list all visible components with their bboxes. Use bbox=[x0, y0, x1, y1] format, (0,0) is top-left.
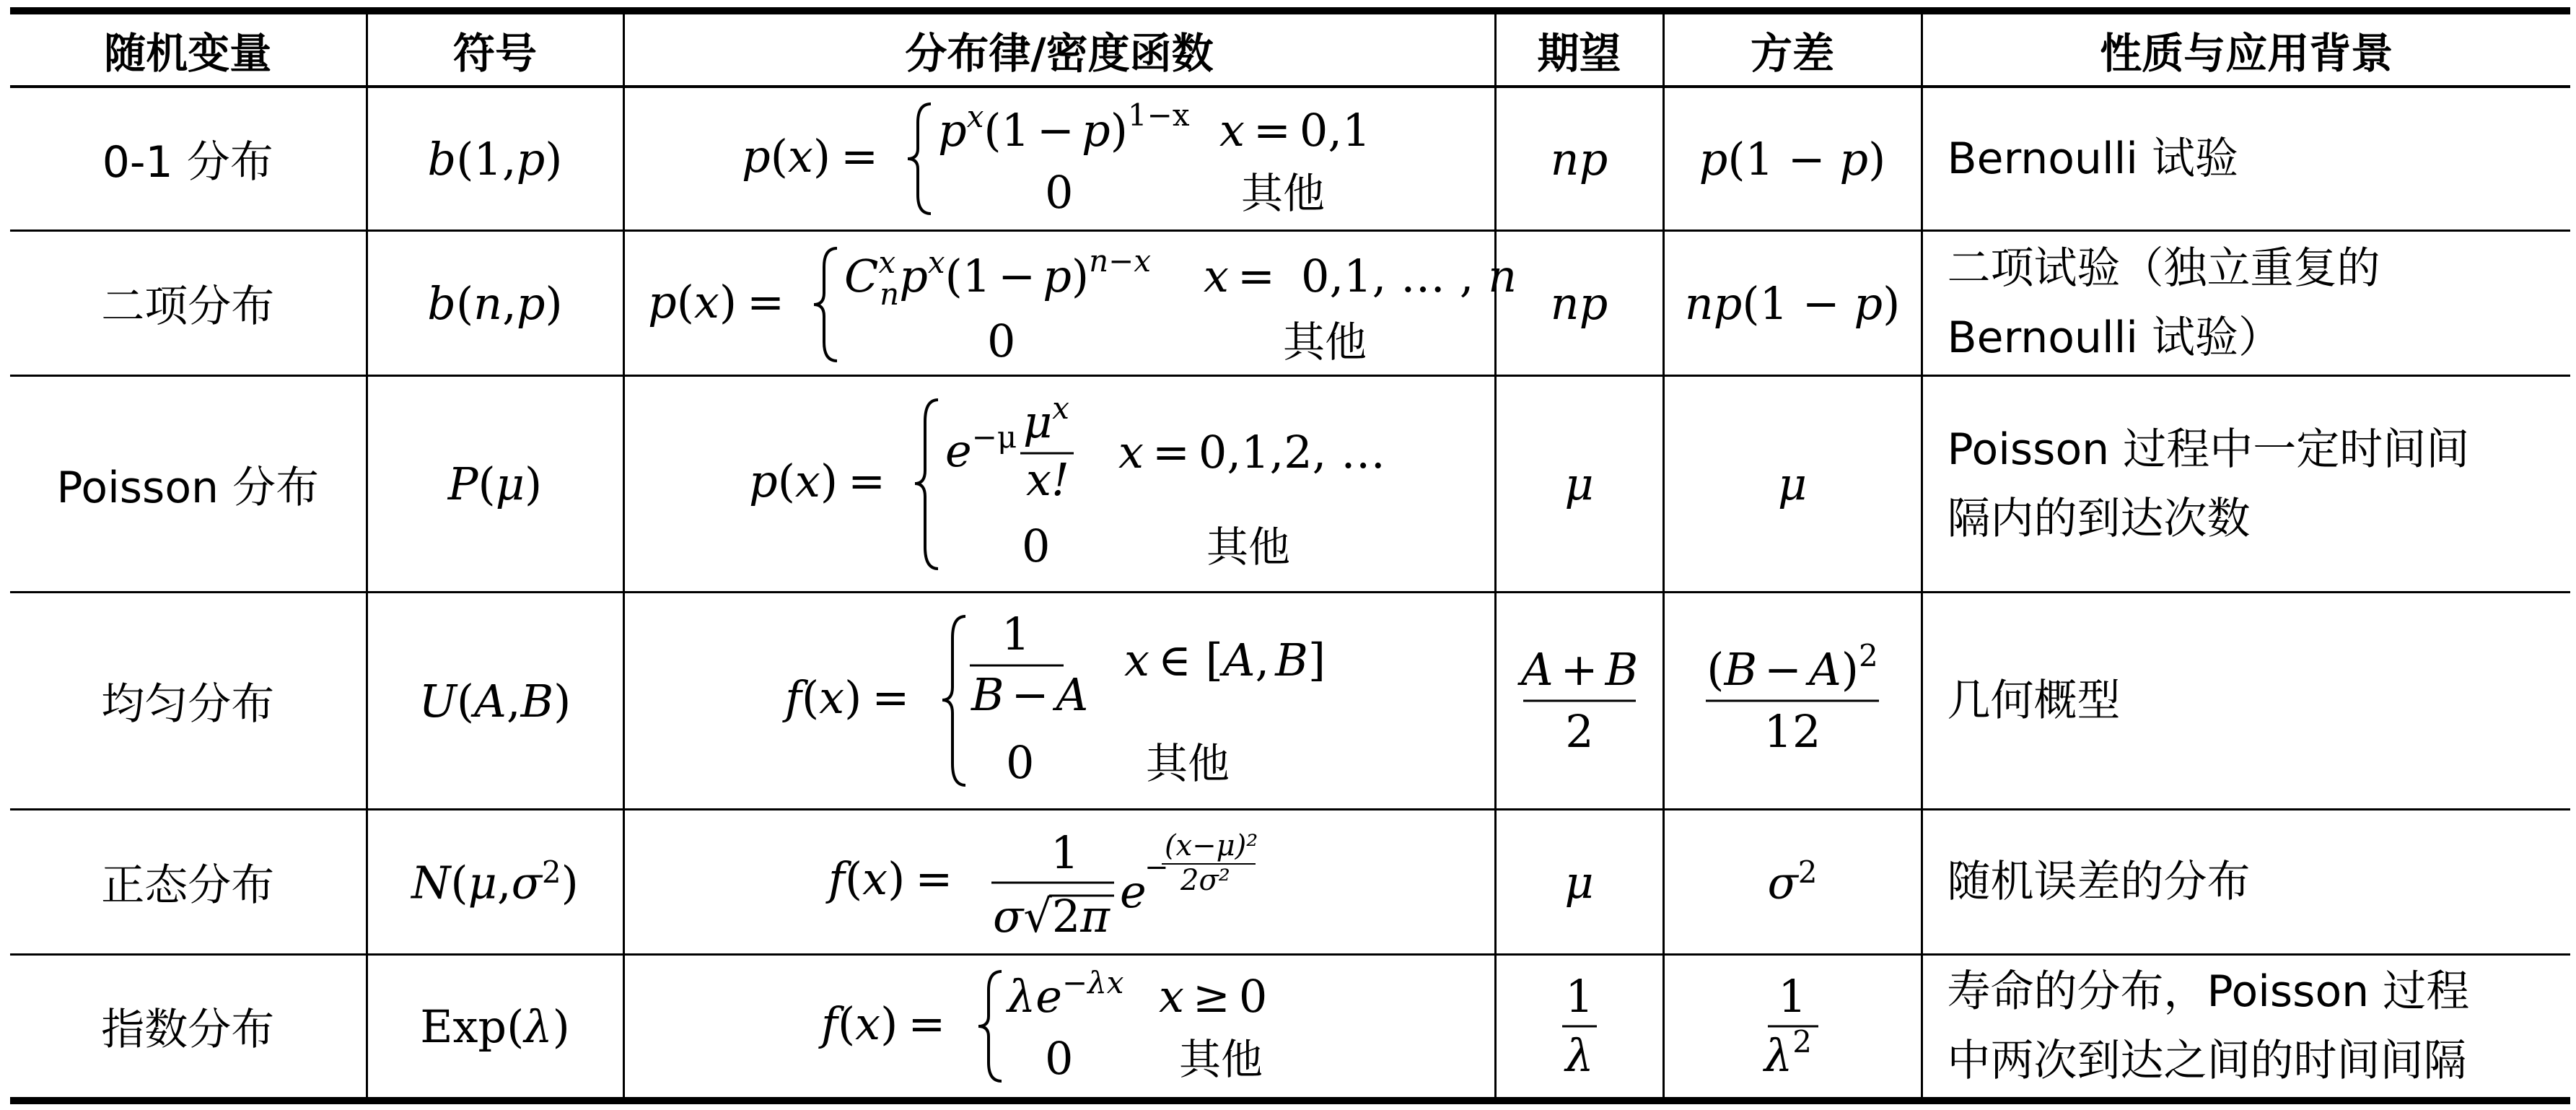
d-A: A bbox=[1056, 668, 1089, 721]
sym-rp: ) bbox=[561, 856, 579, 909]
expectation-cell bbox=[1495, 231, 1663, 376]
case1-expr bbox=[938, 97, 1190, 157]
vn-sq: 2 bbox=[1858, 638, 1878, 673]
variance-cell bbox=[1663, 87, 1922, 231]
vn-minus: − bbox=[1764, 643, 1802, 696]
f-eq: = bbox=[908, 997, 946, 1050]
sym-b: b bbox=[427, 276, 456, 330]
sym-sigma: σ bbox=[511, 856, 542, 909]
e-mu: μ bbox=[1564, 855, 1594, 909]
left-brace bbox=[814, 248, 837, 361]
distribution-symbol bbox=[367, 955, 623, 1101]
vn-rp: ) bbox=[1841, 643, 1859, 696]
c2-sub-n: n bbox=[880, 276, 900, 312]
sym-lp: ( bbox=[450, 856, 468, 909]
svg-text:f(x)= bbox=[825, 852, 952, 905]
case1-e bbox=[945, 419, 1017, 477]
v-p2: p bbox=[1839, 132, 1869, 185]
sym-b: b bbox=[427, 132, 457, 185]
cond-ge: ≥ bbox=[1192, 970, 1230, 1023]
c1-minus: − bbox=[1037, 104, 1074, 157]
c6-lambda: λ bbox=[1007, 970, 1036, 1023]
note-line: 寿命的分布，Poisson 过程 bbox=[1947, 966, 2470, 1017]
c2-p2: p bbox=[1043, 250, 1072, 302]
case2-condition: 其他 bbox=[1206, 522, 1291, 572]
sym-comma: , bbox=[496, 856, 512, 909]
cond-values: 0,1,2, … bbox=[1198, 425, 1386, 478]
distribution-formula bbox=[623, 376, 1495, 593]
cond1-x: x bbox=[1219, 104, 1245, 157]
f-lp: ( bbox=[676, 276, 694, 328]
note-cell bbox=[1922, 810, 2570, 955]
distribution-name: 0-1 分布 bbox=[10, 87, 367, 231]
sym-comma: , bbox=[501, 132, 517, 185]
cond1-comma: , bbox=[1328, 104, 1343, 157]
distribution-name: 正态分布 bbox=[10, 810, 367, 955]
f-x: x bbox=[693, 276, 719, 328]
sym-lp: ( bbox=[456, 674, 475, 727]
header-cell-symbol: 符号 bbox=[367, 11, 623, 87]
variance-fraction bbox=[1742, 961, 1843, 1091]
f-x: x bbox=[787, 130, 813, 183]
case2-condition: 其他 bbox=[1283, 318, 1367, 367]
distribution-symbol bbox=[367, 810, 623, 955]
cond-x: x bbox=[1204, 250, 1229, 302]
f-rp: ) bbox=[888, 852, 906, 905]
c1-rp: ) bbox=[1110, 104, 1128, 157]
cond-eq: = bbox=[1237, 250, 1275, 302]
distribution-name: 二项分布 bbox=[10, 231, 367, 376]
case2-condition: 其他 bbox=[1179, 1035, 1263, 1084]
distribution-formula bbox=[623, 593, 1495, 810]
note-line: 几何概型 bbox=[1947, 676, 2121, 726]
svg-text:f(x)= bbox=[818, 997, 945, 1050]
e-p: p bbox=[1579, 132, 1608, 185]
f-lp: ( bbox=[837, 997, 856, 1050]
formula-exponential bbox=[821, 961, 1297, 1091]
c2-lp: ( bbox=[945, 250, 963, 302]
exp-neg: − bbox=[1144, 851, 1169, 884]
svg-text:p(x)= bbox=[749, 455, 885, 507]
exp-den: 2σ² bbox=[1180, 864, 1230, 897]
sym-rp: ) bbox=[545, 132, 563, 185]
cond-rb: ] bbox=[1307, 634, 1326, 686]
vd-sq: 2 bbox=[1792, 1024, 1813, 1059]
d-B: B bbox=[971, 668, 1004, 721]
case1-condition bbox=[1124, 634, 1326, 686]
table-row-normal bbox=[10, 810, 2570, 955]
expectation-fraction bbox=[1536, 961, 1623, 1091]
header-row bbox=[10, 11, 2570, 87]
d-pi: π bbox=[1080, 890, 1110, 943]
cond-eq: = bbox=[1152, 425, 1190, 478]
case2-expr: 0 bbox=[987, 315, 1016, 367]
d-sigma: σ bbox=[993, 890, 1024, 943]
formula-normal bbox=[828, 813, 1290, 951]
case2-condition: 其他 bbox=[1241, 169, 1326, 218]
f-x: x bbox=[794, 454, 820, 507]
distribution-symbol bbox=[367, 87, 623, 231]
c2-1: 1 bbox=[962, 250, 991, 302]
c3-mu: μ bbox=[1023, 395, 1053, 448]
variance-cell bbox=[1663, 231, 1922, 376]
sym-p: p bbox=[516, 132, 546, 185]
f-rp: ) bbox=[719, 276, 737, 328]
distribution-name: Poisson 分布 bbox=[10, 376, 367, 593]
f-lp: ( bbox=[801, 671, 820, 724]
c2-rp: ) bbox=[1071, 250, 1090, 302]
variance-cell bbox=[1663, 376, 1922, 593]
v-p: p bbox=[1713, 276, 1743, 330]
c1-1: 1 bbox=[1001, 104, 1030, 157]
header-cell-variable: 随机变量 bbox=[10, 11, 367, 87]
var-num bbox=[1707, 638, 1878, 696]
sym-lp: ( bbox=[455, 276, 474, 330]
v-lp: ( bbox=[1727, 132, 1745, 185]
case1-condition bbox=[1118, 426, 1385, 478]
f-eq: = bbox=[747, 276, 785, 328]
svg-text:p(x)= bbox=[648, 276, 784, 328]
case1-expr bbox=[844, 243, 1151, 312]
expectation-cell bbox=[1495, 810, 1663, 955]
note-cell bbox=[1922, 87, 2570, 231]
f-lp: ( bbox=[770, 130, 788, 183]
table-row-bernoulli bbox=[10, 87, 2570, 231]
var-den: 12 bbox=[1764, 705, 1821, 758]
f-rp: ) bbox=[844, 671, 862, 724]
table-row-uniform bbox=[10, 593, 2570, 810]
variance-cell bbox=[1663, 810, 1922, 955]
distribution-name: 指数分布 bbox=[10, 955, 367, 1101]
case2-condition: 其他 bbox=[1146, 739, 1230, 788]
cond-values: 0,1, … , n bbox=[1301, 250, 1517, 302]
cond-n: n bbox=[1488, 250, 1517, 302]
sym-U: U bbox=[419, 674, 457, 727]
sym-lp: ( bbox=[456, 132, 474, 185]
sym-comma: , bbox=[506, 674, 521, 727]
expectation-cell bbox=[1495, 87, 1663, 231]
exp-den: λ bbox=[1564, 1029, 1594, 1082]
sym-n: n bbox=[473, 276, 503, 330]
v-p2: p bbox=[1854, 276, 1883, 330]
expectation-cell bbox=[1495, 376, 1663, 593]
v-lp: ( bbox=[1742, 276, 1760, 330]
f-eq: = bbox=[848, 454, 886, 507]
distribution-formula bbox=[623, 810, 1495, 955]
e-p: p bbox=[1579, 276, 1608, 330]
case1-condition bbox=[1159, 970, 1267, 1023]
c3-exp: −μ bbox=[971, 419, 1017, 455]
f-f: f bbox=[785, 671, 802, 724]
expectation-cell bbox=[1495, 593, 1663, 810]
sym-lambda: λ bbox=[524, 1000, 553, 1053]
f-eq: = bbox=[915, 852, 953, 905]
c2-p: p bbox=[899, 250, 928, 302]
cond-x: x bbox=[1159, 970, 1184, 1023]
left-brace bbox=[915, 400, 938, 569]
f-lp: ( bbox=[844, 852, 863, 905]
cond1-1: 1 bbox=[1342, 104, 1371, 157]
v-minus: − bbox=[1787, 132, 1826, 185]
sym-rp: ) bbox=[525, 458, 543, 510]
distribution-symbol bbox=[367, 593, 623, 810]
variance-cell bbox=[1663, 955, 1922, 1101]
f-rp: ) bbox=[812, 130, 831, 183]
cond-A: A bbox=[1222, 634, 1256, 686]
e-n: n bbox=[1550, 276, 1580, 330]
note-cell bbox=[1922, 593, 2570, 810]
vn-lp: ( bbox=[1707, 643, 1725, 696]
v-1: 1 bbox=[1759, 276, 1788, 330]
f-x: x bbox=[819, 671, 845, 724]
cond1-0: 0 bbox=[1299, 104, 1328, 157]
frac-den bbox=[993, 890, 1110, 943]
case2-expr: 0 bbox=[1022, 519, 1051, 572]
expectation-cell bbox=[1495, 955, 1663, 1101]
c2-sup-x: x bbox=[878, 245, 896, 280]
sym-1: 1 bbox=[473, 132, 502, 185]
vn-A: A bbox=[1809, 643, 1841, 696]
c2-C: C bbox=[844, 250, 879, 302]
table-row-poisson bbox=[10, 376, 2570, 593]
formula-binomial bbox=[648, 238, 1517, 368]
distribution-symbol bbox=[367, 376, 623, 593]
distribution-formula bbox=[623, 231, 1517, 376]
frac-den: x! bbox=[1026, 453, 1069, 506]
v-sigma: σ bbox=[1767, 856, 1798, 909]
sym-mu: μ bbox=[468, 856, 497, 909]
e-n: n bbox=[1550, 132, 1580, 185]
exp-den: 2 bbox=[1564, 705, 1594, 758]
note-line: Poisson 过程中一定时间间 bbox=[1947, 424, 2470, 475]
sym-P: P bbox=[447, 458, 478, 510]
variance-cell bbox=[1663, 593, 1922, 810]
exp-num: 1 bbox=[1564, 970, 1594, 1023]
c2-px: x bbox=[927, 245, 945, 280]
v-1: 1 bbox=[1745, 132, 1774, 185]
header-cell-expectation: 期望 bbox=[1495, 11, 1663, 87]
sym-lp: ( bbox=[478, 458, 496, 510]
f-p: p bbox=[749, 454, 778, 507]
formula-bernoulli bbox=[742, 94, 1377, 224]
cond-B: B bbox=[1275, 634, 1308, 686]
sym-comma: , bbox=[502, 276, 517, 330]
d-2: 2 bbox=[1051, 890, 1081, 943]
d-minus: − bbox=[1011, 668, 1049, 721]
v-sq: 2 bbox=[1797, 855, 1818, 891]
c2-exp: n−x bbox=[1089, 243, 1152, 279]
sym-lp: ( bbox=[507, 1000, 525, 1053]
sym-N: N bbox=[411, 856, 451, 909]
note-cell bbox=[1922, 955, 2570, 1101]
note-line: 随机误差的分布 bbox=[1947, 857, 2251, 907]
note-cell bbox=[1922, 231, 2570, 376]
c6-e: e bbox=[1035, 970, 1062, 1023]
note-line: 二项试验（独立重复的 bbox=[1947, 243, 2380, 294]
distribution-table bbox=[10, 7, 2570, 1104]
c3-mux: x bbox=[1052, 390, 1069, 426]
en-plus: + bbox=[1560, 643, 1598, 696]
frac-num: 1 bbox=[1002, 608, 1030, 660]
c1-lp: ( bbox=[983, 104, 1002, 157]
variance-fraction bbox=[1691, 629, 1893, 773]
frac-num: 1 bbox=[1051, 826, 1079, 879]
svg-text:f(x)= bbox=[782, 671, 909, 724]
note-line: 隔内的到达次数 bbox=[1947, 493, 2251, 544]
en-A: A bbox=[1520, 643, 1554, 696]
f-x: x bbox=[862, 852, 888, 905]
d-sqrt: √ bbox=[1023, 890, 1052, 943]
sym-rp: ) bbox=[552, 1000, 570, 1053]
formula-uniform bbox=[785, 603, 1333, 798]
sym-sq: 2 bbox=[541, 855, 561, 891]
f-eq: = bbox=[872, 671, 910, 724]
distribution-formula bbox=[623, 955, 1495, 1101]
formula-poisson bbox=[749, 387, 1386, 582]
sym-rp: ) bbox=[545, 276, 563, 330]
c1-x: x bbox=[966, 99, 984, 134]
c1-exp: 1−x bbox=[1127, 97, 1190, 133]
f-eq: = bbox=[841, 130, 879, 183]
c2-minus: − bbox=[998, 250, 1036, 302]
exp-e: e bbox=[1120, 865, 1147, 918]
var-num: 1 bbox=[1778, 970, 1807, 1023]
vn-B: B bbox=[1724, 643, 1758, 696]
case1-expr bbox=[1005, 965, 1124, 1023]
sym-Exp: Exp bbox=[420, 1000, 507, 1053]
left-brace bbox=[908, 104, 931, 214]
distribution-name: 均匀分布 bbox=[10, 593, 367, 810]
sym-mu: μ bbox=[495, 458, 525, 510]
sym-B: B bbox=[520, 674, 554, 727]
v-n: n bbox=[1684, 276, 1714, 330]
vd-lambda: λ bbox=[1764, 1029, 1793, 1082]
e-mu: μ bbox=[1564, 458, 1594, 510]
frac-den bbox=[971, 668, 1088, 721]
note-line: Bernoulli 试验 bbox=[1947, 134, 2239, 184]
expectation-fraction bbox=[1507, 629, 1652, 773]
f-f: f bbox=[828, 852, 845, 905]
v-mu: μ bbox=[1777, 458, 1808, 510]
v-rp: ) bbox=[1868, 132, 1886, 185]
case2-expr: 0 bbox=[1006, 736, 1035, 789]
left-brace bbox=[978, 971, 1002, 1081]
svg-text:p(x)= bbox=[742, 130, 878, 183]
exp-num: (x−μ)² bbox=[1165, 829, 1258, 862]
c1-p2: p bbox=[1082, 104, 1110, 157]
table-row-exponential bbox=[10, 955, 2570, 1101]
cond-x: x bbox=[1118, 425, 1144, 478]
note-line: Bernoulli 试验） bbox=[1947, 313, 2282, 363]
cond-0: 0 bbox=[1238, 970, 1268, 1023]
table-row-binomial bbox=[10, 231, 2570, 376]
header-cell-variance: 方差 bbox=[1663, 11, 1922, 87]
header-cell-formula: 分布律/密度函数 bbox=[623, 11, 1495, 87]
note-cell bbox=[1922, 376, 2570, 593]
v-rp: ) bbox=[1883, 276, 1901, 330]
en-B: B bbox=[1605, 643, 1638, 696]
c3-e: e bbox=[945, 424, 972, 477]
note-line: 中两次到达之间的时间间隔 bbox=[1947, 1036, 2467, 1086]
exp-num bbox=[1517, 643, 1637, 696]
case2-expr: 0 bbox=[1045, 166, 1074, 219]
case1-condition bbox=[1219, 104, 1371, 157]
f-p: p bbox=[648, 276, 677, 328]
v-p: p bbox=[1699, 132, 1728, 185]
f-p: p bbox=[742, 130, 771, 183]
f-rp: ) bbox=[820, 454, 838, 507]
cond1-eq: = bbox=[1253, 104, 1291, 157]
c1-p: p bbox=[938, 104, 967, 157]
v-minus: − bbox=[1802, 276, 1840, 330]
frac-num bbox=[1023, 390, 1069, 448]
cond-comma: , bbox=[1255, 634, 1270, 686]
cond-in: ∈ [ bbox=[1157, 634, 1223, 686]
sym-p: p bbox=[516, 276, 546, 330]
header-cell-notes: 性质与应用背景 bbox=[1922, 11, 2570, 87]
distribution-formula bbox=[623, 87, 1495, 231]
case2-expr: 0 bbox=[1045, 1032, 1074, 1085]
f-lp: ( bbox=[777, 454, 795, 507]
cond-x: x bbox=[1124, 634, 1149, 686]
sym-rp: ) bbox=[553, 674, 571, 727]
f-rp: ) bbox=[880, 997, 898, 1050]
var-den bbox=[1762, 1024, 1812, 1082]
left-brace bbox=[942, 616, 965, 785]
c6-exp: −λx bbox=[1062, 965, 1124, 1000]
distribution-symbol bbox=[367, 231, 623, 376]
sym-A: A bbox=[474, 674, 507, 727]
f-f: f bbox=[821, 997, 838, 1050]
f-x: x bbox=[855, 997, 881, 1050]
